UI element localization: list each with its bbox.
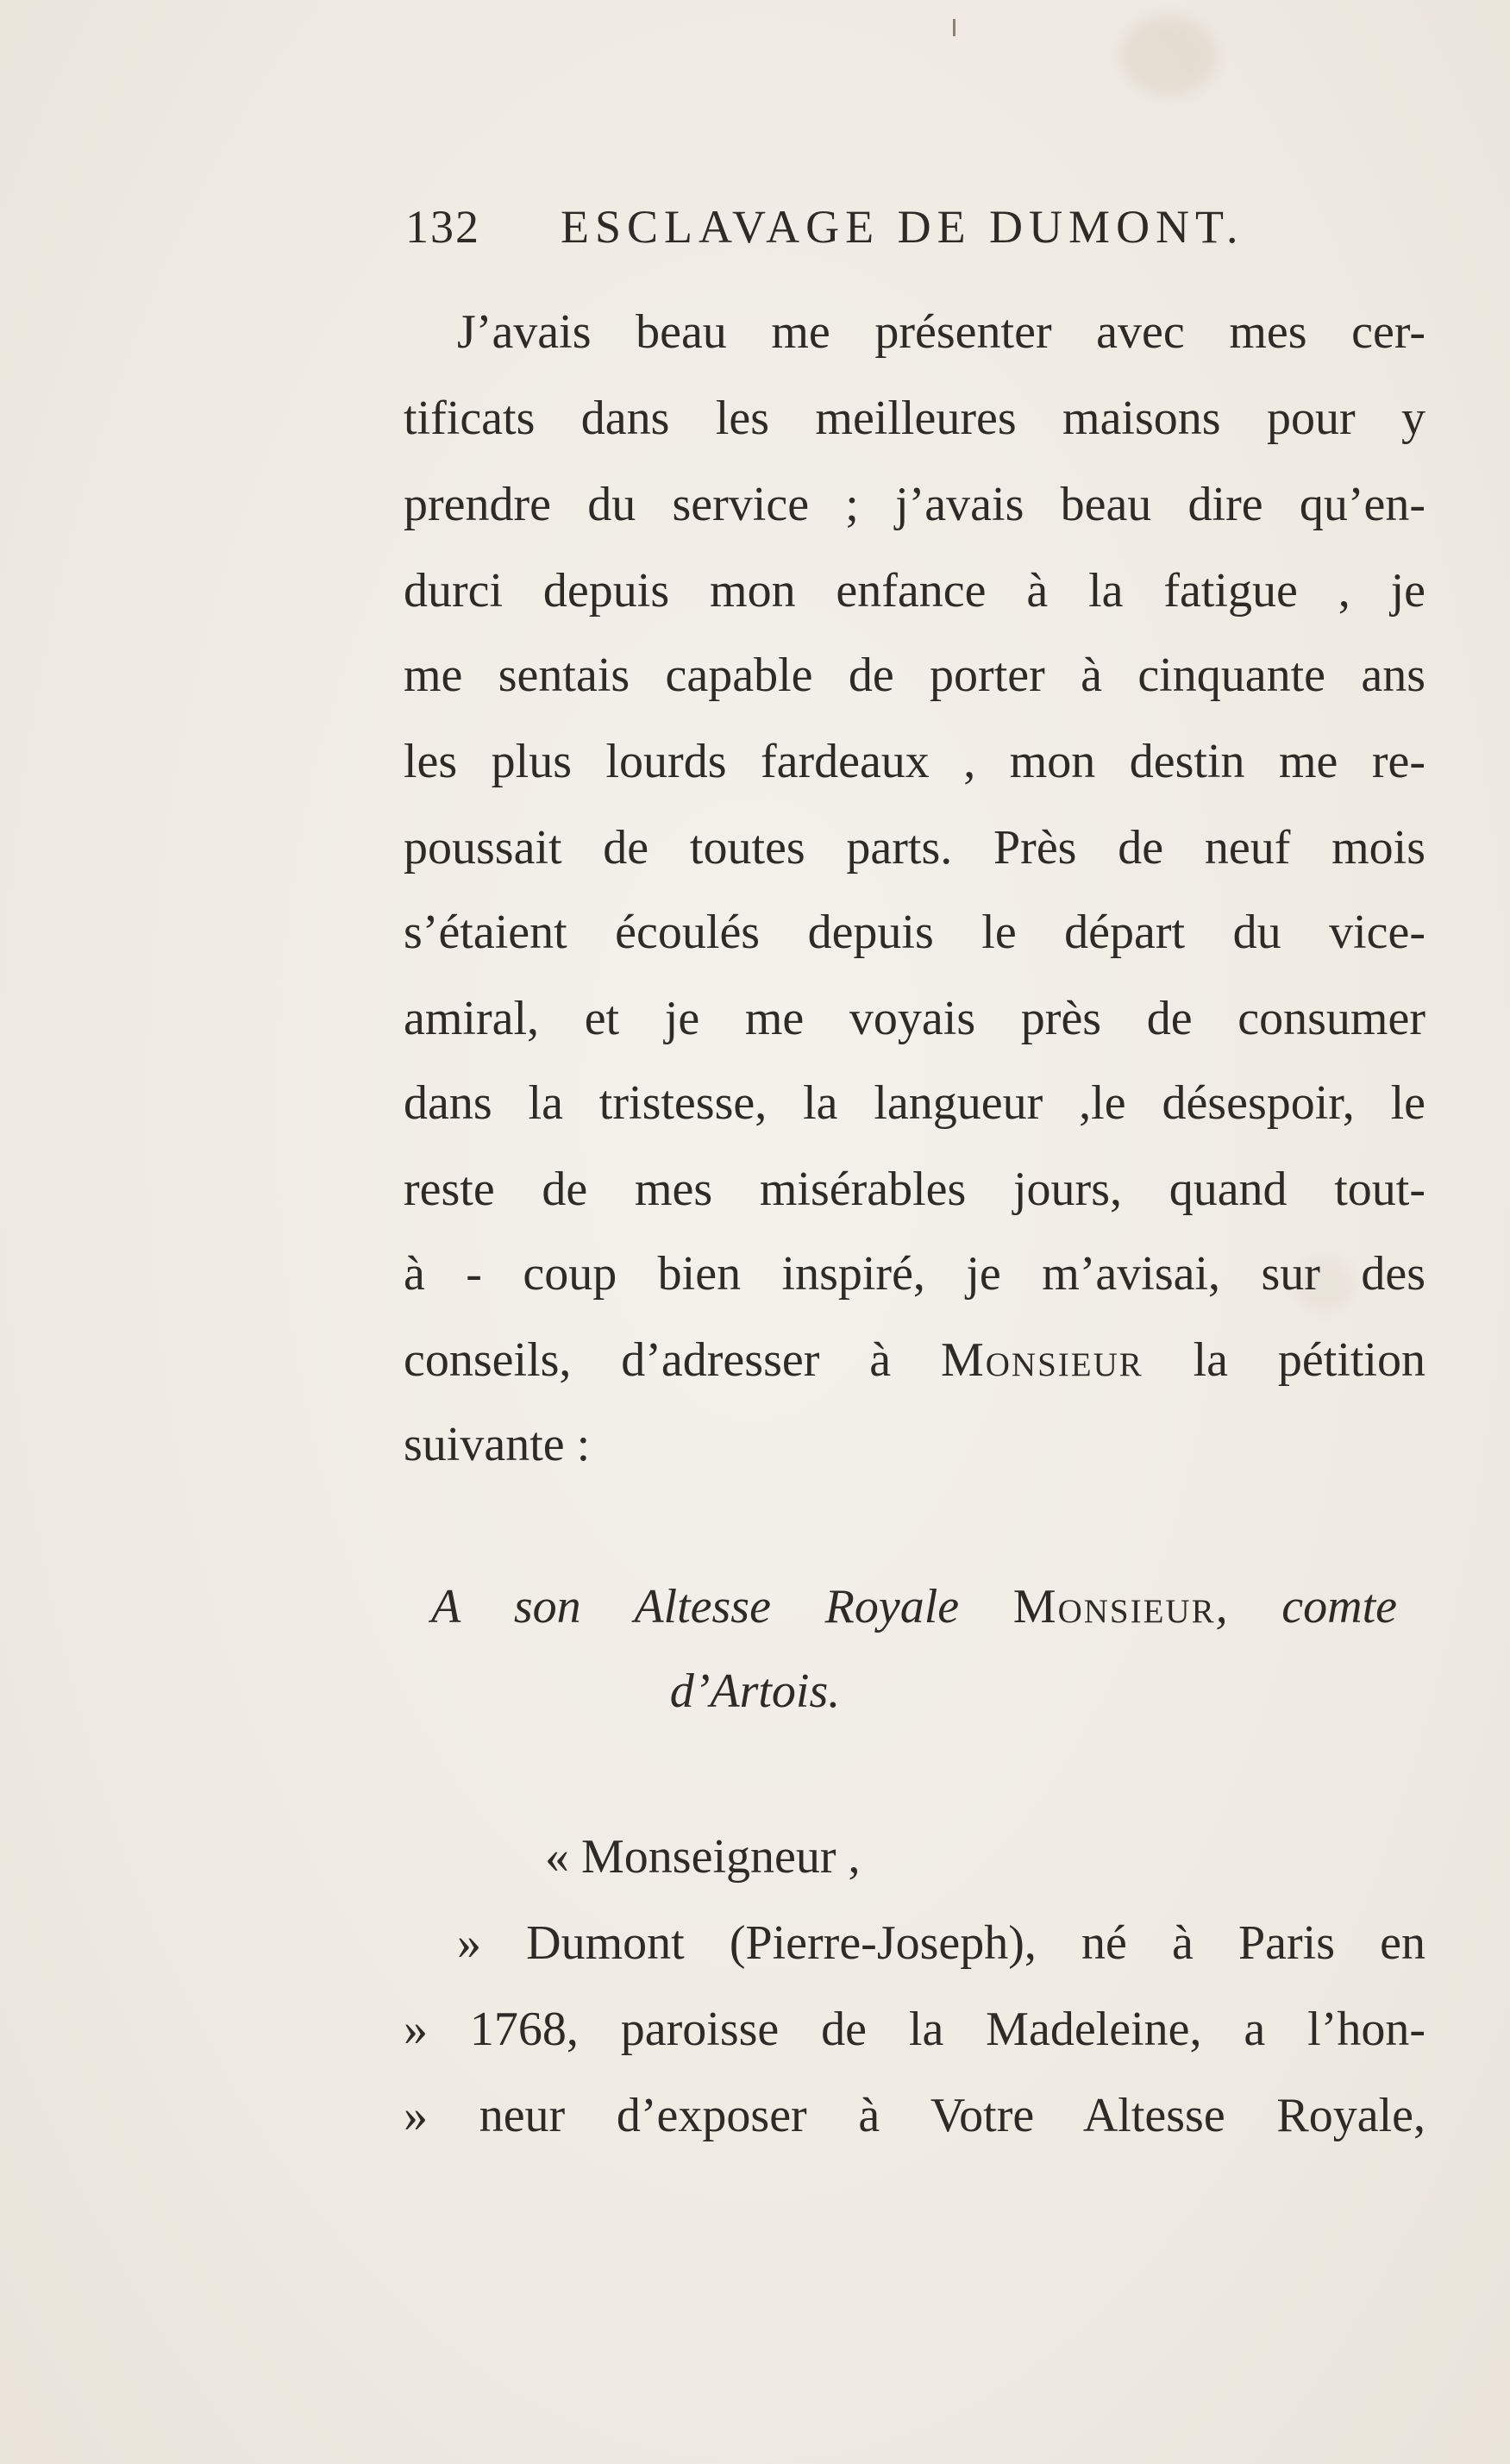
- text-run: la pétition: [1143, 1333, 1425, 1387]
- petition-line: » Dumont (Pierre-Joseph), né à Paris en: [457, 1916, 1425, 1970]
- text-run: conseils, d’adresser à: [404, 1333, 941, 1387]
- page-number: 132: [405, 201, 480, 253]
- text-line: dans la tristesse, la langueur ,le désespoir, le: [404, 1076, 1425, 1130]
- text-line: [404, 1330, 1425, 1390]
- address-italic: , comte: [1215, 1580, 1397, 1633]
- text-line: tificats dans les meilleures maisons pour y: [404, 392, 1425, 445]
- address-line: d’Artois.: [669, 1665, 841, 1718]
- text-line: me sentais capable de porter à cinquante ans: [404, 649, 1425, 702]
- text-line: prendre du service ; j’avais beau dire qu’en-: [404, 478, 1425, 531]
- petition-line: » neur d’exposer à Votre Altesse Royale,: [404, 2089, 1425, 2142]
- address-italic: A son Altesse Royale: [431, 1580, 960, 1633]
- text-line: suivante :: [404, 1418, 591, 1471]
- text-line: s’étaient écoulés depuis le départ du vice-: [404, 906, 1425, 959]
- text-line: reste de mes misérables jours, quand tout-: [404, 1163, 1425, 1216]
- small-caps-name: Monsieur: [1012, 1580, 1216, 1633]
- text-line: poussait de toutes parts. Près de neuf mois: [404, 821, 1425, 875]
- salutation: « Monseigneur ,: [545, 1830, 861, 1884]
- small-caps-name: Monsieur: [940, 1333, 1143, 1387]
- text-line: à - coup bien inspiré, je m’avisai, sur des: [404, 1247, 1425, 1301]
- text-line: durci depuis mon enfance à la fatigue , je: [404, 564, 1425, 618]
- petition-line: » 1768, paroisse de la Madeleine, a l’hon-: [404, 2003, 1425, 2056]
- text-line: les plus lourds fardeaux , mon destin me re-: [404, 735, 1425, 788]
- address-line: [431, 1577, 1397, 1637]
- text-line: J’avais beau me présenter avec mes cer-: [457, 305, 1425, 359]
- running-title: ESCLAVAGE DE DUMONT.: [561, 201, 1244, 253]
- text-line: amiral, et je me voyais près de consumer: [404, 992, 1425, 1045]
